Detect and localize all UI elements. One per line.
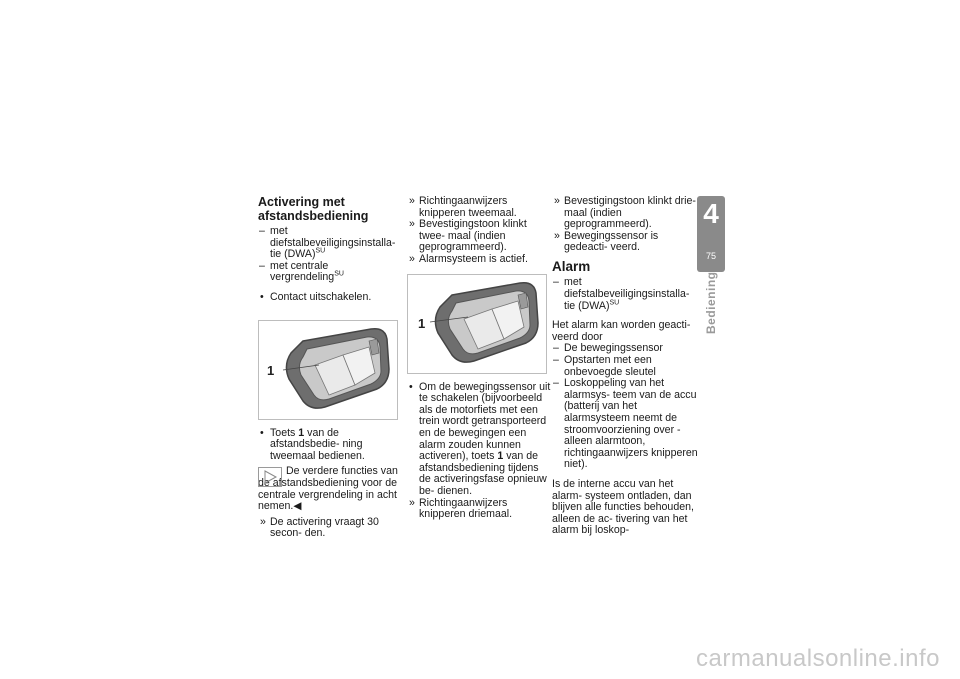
paragraph: Het alarm kan worden geacti- veerd door xyxy=(552,319,691,343)
list-item: – Loskoppeling van het alarmsys- teem van de accu (batterij van het alarmsysteem neemt de stroomvoorziening over - alleen alarmtoon, richtingaanwijzers knipperen niet). xyxy=(553,377,698,471)
chapter-side-label: Bediening xyxy=(704,271,718,334)
paragraph: Is de interne accu van het alarm- systeem ontladen, dan blijven alle functies behouden, alleen de ac- tivering van het alarm bij loskop- xyxy=(552,477,694,537)
step-item: • Toets 1 van de afstandsbedie- ning tweemaal bedienen. xyxy=(260,426,365,462)
note-triangle-icon xyxy=(258,467,282,487)
result-item: » Bevestigingstoon klinkt twee- maal (indien geprogrammeerd). xyxy=(409,218,527,254)
result-item: » Bewegingssensor is gedeacti- veerd. xyxy=(554,229,659,254)
remote-key-illustration xyxy=(408,275,546,373)
remote-key-figure xyxy=(258,320,398,420)
result-item: » Bevestigingstoon klinkt drie- maal (indien geprogrammeerd). xyxy=(554,195,696,231)
page-number: 75 xyxy=(705,251,716,261)
requirement-item: – met centrale vergrendeling$^{SU}$ xyxy=(259,259,344,284)
requirement-item: – met diefstalbeveiligingsinstalla- tie (DWA)$^{SU}$ xyxy=(259,225,396,261)
figure-callout-1: 1 xyxy=(267,362,275,378)
note-block: De verdere functies van de afstandsbediening voor de centrale vergrendeling in acht nemen.◀ xyxy=(258,465,398,513)
section-title: Activering met afstandsbediening xyxy=(258,195,369,223)
chapter-number: 4 xyxy=(703,198,719,229)
remote-key-illustration xyxy=(259,321,397,419)
figure-callout-1: 1 xyxy=(418,315,426,331)
result-item: » De activering vraagt 30 secon- den. xyxy=(260,515,379,540)
column-1 xyxy=(258,196,404,540)
chapter-tab xyxy=(697,196,725,272)
column-2 xyxy=(407,196,553,521)
watermark: carmanualsonline.info xyxy=(696,645,940,672)
section-title: Alarm xyxy=(552,258,591,274)
step-item: • Om de bewegingssensor uit te schakelen (bijvoorbeeld als de motorfiets met een trein wordt getransporteerd en de bewegingen een alarm zouden kunnen activeren), toets 1 van de afstandsbediening tijdens de activeringsfase opnieuw be- dienen. xyxy=(409,380,551,497)
list-item: – Opstarten met een onbevoegde sleutel xyxy=(553,354,656,378)
result-item: » Richtingaanwijzers knipperen tweemaal. xyxy=(409,195,517,219)
step-item: • Contact uitschakelen. xyxy=(260,290,372,303)
remote-key-figure xyxy=(407,274,547,374)
list-item: – De bewegingssensor xyxy=(553,342,663,355)
requirement-item: – met diefstalbeveiligingsinstalla- tie (DWA)$^{SU}$ xyxy=(553,276,690,312)
result-item: » Alarmsysteem is actief. xyxy=(409,252,528,265)
column-3 xyxy=(552,196,698,537)
result-item: » Richtingaanwijzers knipperen driemaal. xyxy=(409,496,513,521)
